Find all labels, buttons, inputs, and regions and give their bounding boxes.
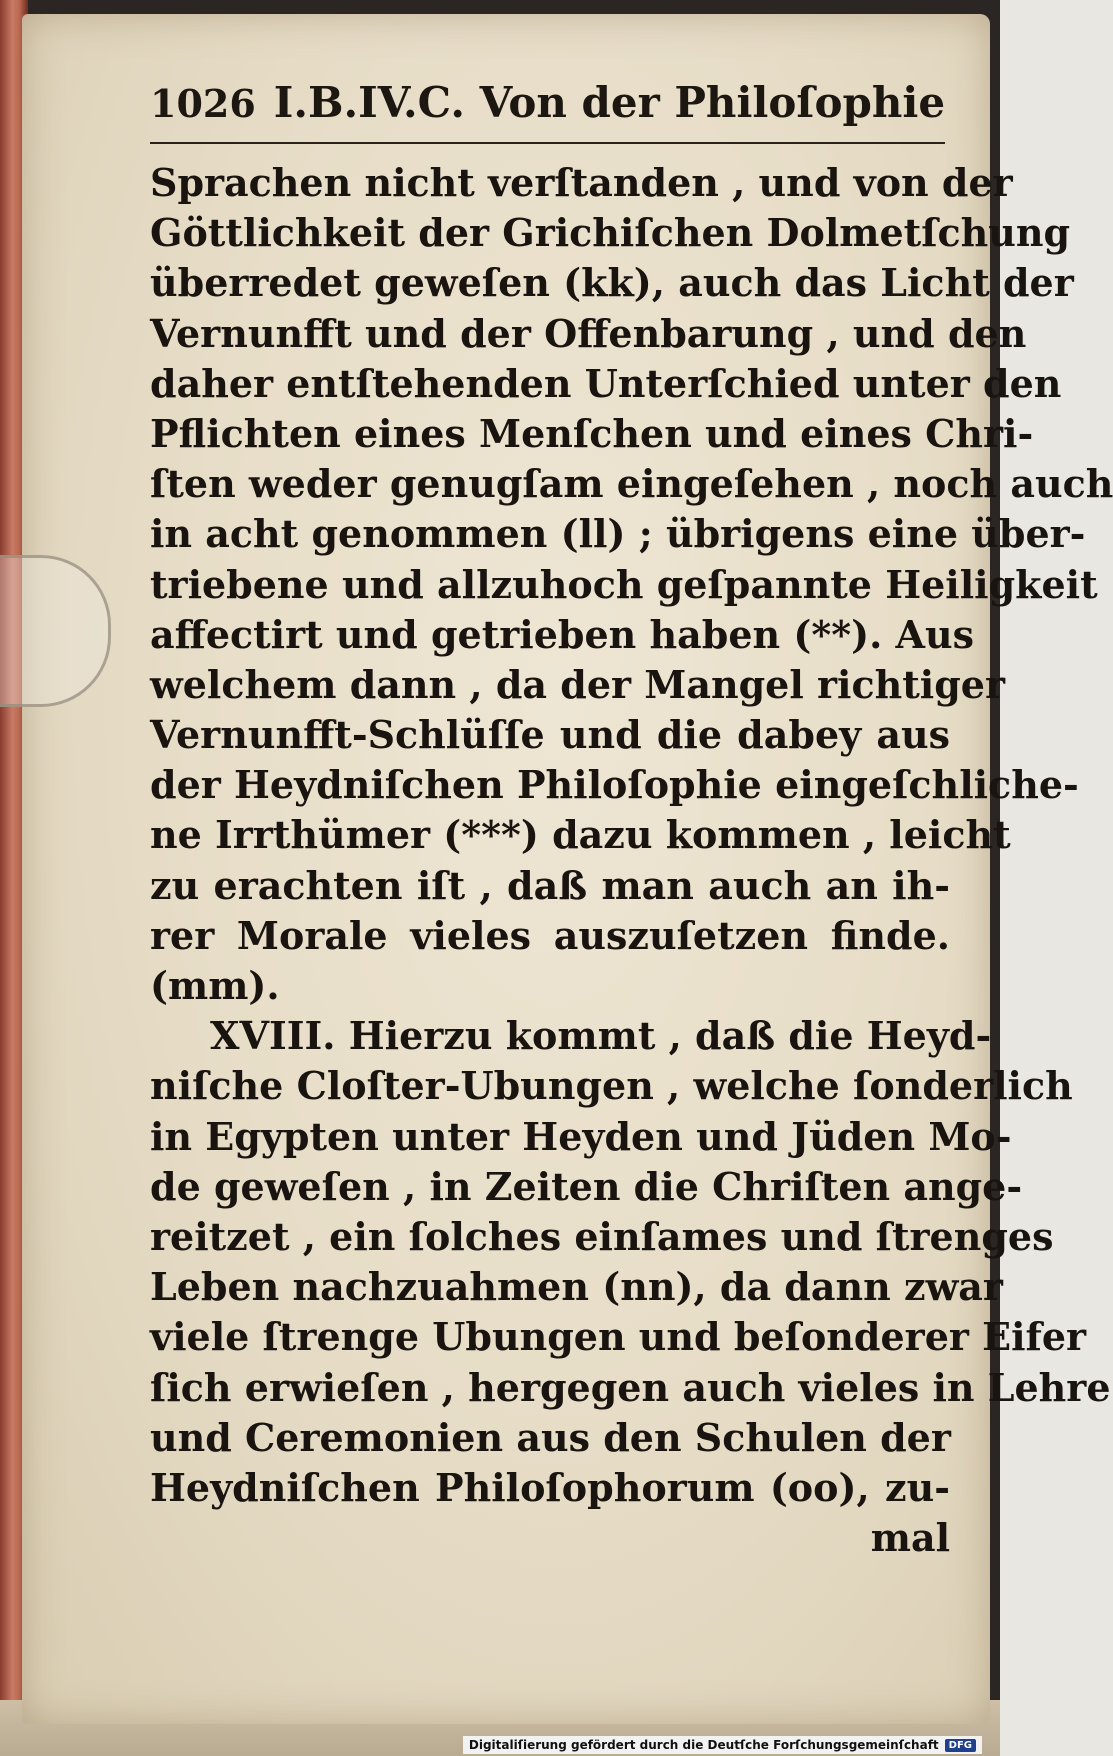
text-line: Heydniſchen Philoſophorum (oo), zu- (150, 1464, 950, 1510)
text-line: in acht genommen (ll) ; übrigens eine über- (150, 511, 1086, 557)
page-number: 1026 (150, 81, 256, 126)
text-line: (mm). (150, 963, 280, 1008)
catchword: mal (870, 1515, 950, 1561)
running-head: I.B.IV.C. Von der Philoſophie (273, 78, 946, 127)
text-line: de geweſen , in Zeiten die Chriſten ange- (150, 1163, 1023, 1209)
text-line: zu erachten iſt , daß man auch an ih- (150, 862, 950, 908)
digitization-credit (463, 1736, 982, 1754)
text-line: reitzet , ein ſolches einſames und ſtrenges (150, 1213, 1054, 1259)
text-line: Leben nachzuahmen (nn), da dann zwar (150, 1264, 1003, 1310)
text-line: Vernunfft-Schlüſſe und die dabey aus (150, 712, 950, 758)
dfg-logo: DFG (945, 1739, 976, 1752)
credit-text: Digitaliſierung gefördert durch die Deutſche Forſchungsgemeinſchaft (468, 1738, 939, 1752)
text-line: ſten weder genugſam eingeſehen , noch auch (150, 461, 1113, 507)
text-line: daher entſtehenden Unterſchied unter den (150, 360, 1062, 406)
text-line: triebene und allzuhoch geſpannte Heiligkeit (150, 561, 1098, 607)
header-rule (150, 142, 945, 144)
text-line: überredet geweſen (kk), auch das Licht der (150, 260, 1074, 306)
text-line: in Egypten unter Heyden und Jüden Mo- (150, 1113, 1012, 1159)
body-text (150, 158, 1113, 1563)
text-line: welchem dann , da der Mangel richtiger (150, 661, 1005, 707)
text-line: viele ſtrenge Ubungen und beſonderer Eifer (150, 1314, 1087, 1360)
text-line: niſche Cloſter-Ubungen , welche ſonderlich (150, 1063, 1073, 1109)
text-line: Pflichten eines Menſchen und eines Chri- (150, 410, 1034, 456)
section-heading-line: XVIII. Hierzu kommt , daß die Heyd- (210, 1013, 992, 1059)
text-line: rer Morale vieles auszuſetzen finde. (150, 912, 950, 958)
page-header (150, 78, 950, 127)
text-line: Sprachen nicht verſtanden , und von der (150, 160, 1013, 205)
text-line: der Heydniſchen Philoſophie eingeſchliche- (150, 762, 1079, 808)
text-line: affectirt und getrieben haben (**). Aus (150, 611, 975, 657)
text-line: ſich erwieſen , hergegen auch vieles in Lehre (150, 1364, 1111, 1410)
text-line: Vernunfft und der Offenbarung , und den (150, 310, 1027, 356)
text-line: ne Irrthümer (***) dazu kommen , leicht (150, 812, 1011, 858)
text-line: Göttlichkeit der Grichiſchen Dolmetſchung (150, 210, 1071, 256)
text-line: und Ceremonien aus den Schulen der (150, 1414, 951, 1460)
